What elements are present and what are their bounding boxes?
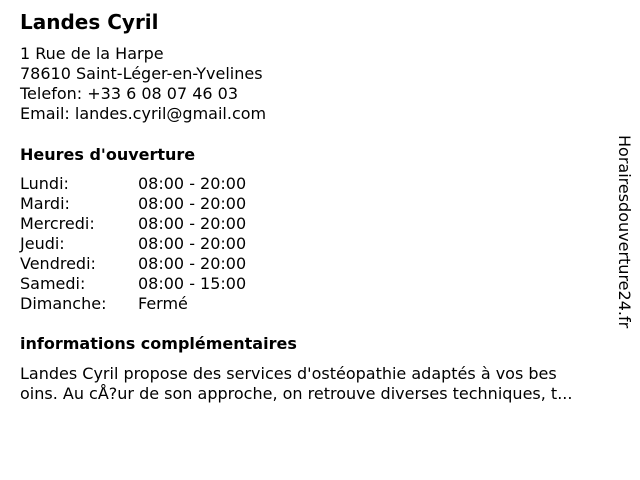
hours-time: 08:00 - 20:00: [138, 234, 247, 253]
hours-day: Mardi:: [20, 194, 70, 213]
info-heading: informations complémentaires: [20, 334, 297, 353]
contact-block: [20, 44, 266, 124]
hours-day: Mercredi:: [20, 214, 95, 233]
hours-time: 08:00 - 20:00: [138, 194, 247, 213]
hours-row-lundi: [20, 174, 280, 194]
hours-day: Vendredi:: [20, 254, 96, 273]
hours-row-jeudi: [20, 234, 280, 254]
hours-row-dimanche: [20, 294, 280, 314]
hours-time: Fermé: [138, 294, 188, 313]
hours-day: Dimanche:: [20, 294, 107, 313]
description-text: [20, 364, 630, 404]
hours-list: [20, 174, 280, 314]
phone-number: Telefon: +33 6 08 07 46 03: [20, 84, 239, 103]
hours-day: Jeudi:: [20, 234, 65, 253]
email-address: Email: landes.cyril@gmail.com: [20, 104, 267, 123]
business-name: Landes Cyril: [20, 10, 159, 34]
hours-heading: Heures d'ouverture: [20, 145, 196, 164]
hours-day: Lundi:: [20, 174, 69, 193]
hours-time: 08:00 - 20:00: [138, 214, 247, 233]
site-watermark: Horairesdouverture24.fr: [615, 135, 634, 329]
hours-row-samedi: [20, 274, 280, 294]
address-street: 1 Rue de la Harpe: [20, 44, 164, 63]
description-line: oins. Au cÅ?ur de son approche, on retrouve diverses techniques, t...: [20, 384, 573, 403]
hours-row-vendredi: [20, 254, 280, 274]
hours-time: 08:00 - 20:00: [138, 174, 247, 193]
address-city: 78610 Saint-Léger-en-Yvelines: [20, 64, 263, 83]
hours-time: 08:00 - 20:00: [138, 254, 247, 273]
description-line: Landes Cyril propose des services d'ostéopathie adaptés à vos bes: [20, 364, 557, 383]
hours-row-mardi: [20, 194, 280, 214]
hours-time: 08:00 - 15:00: [138, 274, 247, 293]
hours-row-mercredi: [20, 214, 280, 234]
hours-day: Samedi:: [20, 274, 86, 293]
